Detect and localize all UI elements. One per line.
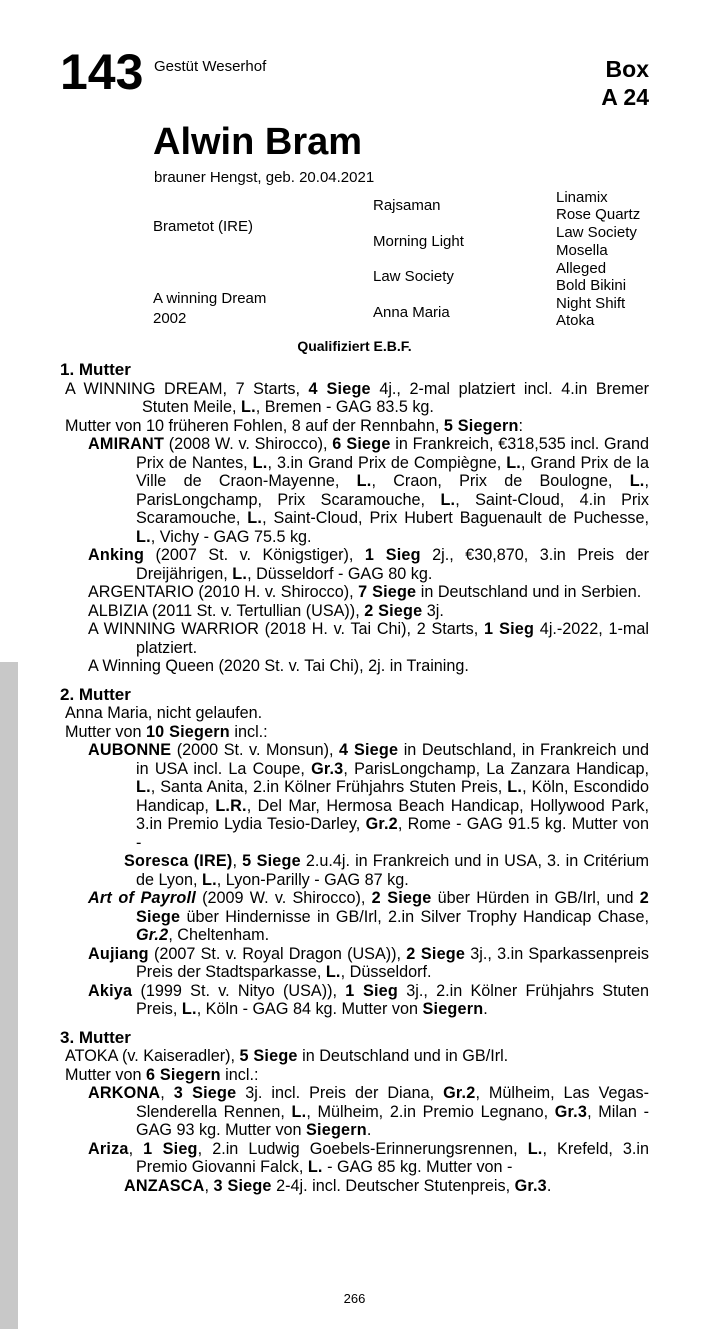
- record-line: [60, 620, 649, 657]
- record-emphasis: L.: [291, 1102, 307, 1121]
- record-text: .: [546, 1176, 552, 1195]
- record-line: [60, 583, 649, 602]
- record-emphasis: L.: [356, 472, 372, 490]
- section-title: 1. Mutter: [60, 360, 131, 379]
- record-text: , Grand Prix de la Ville de Craon-Mayenne,: [136, 453, 649, 490]
- record-emphasis: L.: [240, 398, 256, 416]
- record-text: , Köln, Escondido Handicap,: [136, 778, 650, 815]
- dam-section-1: [60, 361, 649, 676]
- record-text: ARGENTARIO (2010 H. v. Shirocco),: [88, 583, 359, 601]
- record-emphasis: L.: [202, 870, 217, 889]
- record-text: Mutter von: [65, 1065, 146, 1084]
- record-text: 4j., 2-mal platziert incl. 4.in Bremer Stuten Meile,: [142, 379, 649, 416]
- record-text: (2007 St. v. Royal Dragon (USA)),: [148, 944, 407, 963]
- record-text: ,: [160, 1084, 174, 1102]
- box-label: Box: [605, 56, 649, 82]
- record-emphasis: 1 Sieg: [364, 546, 421, 564]
- record-emphasis: 5 Siege: [242, 852, 301, 870]
- record-text: (2000 St. v. Monsun),: [171, 741, 340, 759]
- record-emphasis: L.: [247, 509, 263, 527]
- breeder-name: Gestüt Weserhof: [154, 58, 267, 75]
- record-emphasis: Gr.2: [443, 1084, 476, 1102]
- record-text: incl.:: [220, 1065, 259, 1084]
- record-line: [60, 602, 649, 621]
- record-line: [60, 435, 649, 546]
- pedigree-g4: Mosella: [556, 242, 608, 259]
- record-text: 2j., €30,870, 3.in Preis der Dreijährigen,: [136, 546, 650, 583]
- dam-section-3: [60, 1029, 649, 1196]
- record-text: ATOKA (v. Kaiseradler),: [65, 1047, 240, 1065]
- record-emphasis: L.: [136, 778, 151, 796]
- record-line: [60, 1084, 649, 1140]
- record-text: , Milan - GAG 93 kg. Mutter von: [136, 1102, 649, 1139]
- record-emphasis: 1 Sieg: [143, 1139, 198, 1158]
- record-text: , Cheltenham.: [168, 926, 270, 944]
- record-text: , Vichy - GAG 75.5 kg.: [150, 527, 312, 546]
- record-emphasis: Art of Payroll: [88, 889, 196, 907]
- record-emphasis: 4 Siege: [339, 741, 399, 759]
- record-line: [60, 704, 649, 723]
- record-text: Anna Maria, nicht gelaufen.: [65, 704, 263, 722]
- record-emphasis: 4 Siege: [308, 379, 371, 398]
- pedigree-g1: Linamix: [556, 189, 608, 206]
- box-location: [601, 55, 649, 111]
- record-emphasis: L.R.: [215, 796, 247, 815]
- record-text: 3j.: [422, 601, 444, 620]
- record-text: Mutter von 10 früheren Fohlen, 8 auf der Rennbahn,: [65, 416, 444, 435]
- record-emphasis: L.: [527, 1139, 543, 1158]
- record-text: A WINNING WARRIOR (2018 H. v. Tai Chi), 2 Starts,: [88, 620, 484, 638]
- record-emphasis: ANZASCA: [124, 1176, 205, 1195]
- record-text: , Bremen - GAG 83.5 kg.: [255, 398, 434, 416]
- horse-name: Alwin Bram: [153, 121, 363, 163]
- record-emphasis: 1 Sieg: [483, 620, 535, 638]
- record-text: , Mülheim, 2.in Premio Legnano,: [306, 1102, 555, 1121]
- record-emphasis: Akiya: [88, 981, 133, 1000]
- pedigree-dam-sire: Law Society: [373, 268, 454, 285]
- qualification-note: Qualifiziert E.B.F.: [297, 338, 412, 354]
- record-text: (2009 W. v. Shirocco),: [195, 889, 372, 907]
- record-emphasis: 2 Siege: [371, 889, 432, 907]
- record-emphasis: 2 Siege: [406, 944, 466, 963]
- record-text: 4j.-2022, 1-mal platziert.: [136, 620, 650, 657]
- record-text: in Frankreich, €318,535 incl. Grand Prix de Nantes,: [136, 435, 650, 472]
- record-text: :: [518, 416, 524, 435]
- record-text: in Deutschland und in GB/Irl.: [297, 1047, 509, 1065]
- record-text: (2007 St. v. Königstiger),: [144, 546, 365, 564]
- pedigree-sire-sire: Rajsaman: [373, 197, 441, 214]
- record-text: incl.:: [229, 722, 268, 741]
- record-emphasis: Siegern: [422, 1000, 484, 1018]
- record-emphasis: L.: [136, 527, 151, 546]
- record-emphasis: Gr.3: [554, 1102, 588, 1121]
- record-text: , 3.in Grand Prix de Compiègne,: [267, 453, 507, 472]
- pedigree-sire: Brametot (IRE): [153, 218, 254, 235]
- record-text: , Rome - GAG 91.5 kg. Mutter von -: [136, 815, 650, 852]
- record-text: Mutter von: [65, 722, 146, 741]
- pedigree-g7: Night Shift: [556, 295, 626, 312]
- record-text: , Lyon-Parilly - GAG 87 kg.: [216, 870, 409, 889]
- record-line: [60, 546, 649, 583]
- pedigree-dam-name: A winning Dream: [153, 290, 267, 307]
- record-emphasis: AUBONNE: [88, 741, 172, 759]
- side-strip: [0, 662, 18, 1329]
- record-text: 3j. incl. Preis der Diana,: [236, 1084, 444, 1102]
- record-emphasis: Aujiang: [88, 944, 149, 963]
- box-number: A 24: [601, 84, 649, 110]
- record-line: [60, 741, 649, 852]
- record-text: A WINNING DREAM, 7 Starts,: [65, 379, 309, 398]
- record-text: , Santa Anita, 2.in Kölner Frühjahrs Stuten Preis,: [150, 778, 508, 796]
- record-text: , ParisLongchamp, La Zanzara Handicap,: [343, 759, 649, 778]
- record-emphasis: Ariza: [88, 1139, 129, 1158]
- pedigree-g6: Bold Bikini: [556, 277, 627, 294]
- pedigree-g3: Law Society: [556, 224, 637, 241]
- record-line: [60, 889, 649, 945]
- record-line: [60, 852, 649, 889]
- record-text: über Hürden in GB/Irl, und: [431, 889, 640, 907]
- pedigree-dam: [153, 290, 266, 327]
- record-text: .: [483, 1000, 488, 1018]
- record-emphasis: Gr.3: [311, 759, 344, 778]
- section-title: 2. Mutter: [60, 684, 131, 704]
- record-emphasis: L.: [440, 490, 456, 509]
- record-text: über Hindernisse in GB/Irl, 2.in Silver Trophy Handicap Chase,: [180, 907, 649, 926]
- record-emphasis: L.: [506, 453, 522, 472]
- record-emphasis: 7 Siege: [358, 583, 417, 601]
- record-emphasis: AMIRANT: [88, 435, 165, 453]
- record-emphasis: L.: [181, 1000, 197, 1018]
- record-text: .: [366, 1121, 372, 1139]
- record-text: , ParisLongchamp, Prix Scaramouche,: [136, 472, 649, 509]
- pedigree-dam-year: 2002: [153, 310, 187, 327]
- record-text: 3j., 3.in Sparkassenpreis Preis der Stadtsparkasse,: [136, 944, 649, 981]
- pedigree-dam-dam: Anna Maria: [373, 304, 450, 321]
- record-emphasis: Gr.3: [514, 1176, 547, 1195]
- record-emphasis: L.: [307, 1158, 323, 1176]
- pedigree-g2: Rose Quartz: [556, 206, 641, 223]
- record-emphasis: ARKONA: [88, 1084, 161, 1102]
- record-text: , Düsseldorf - GAG 80 kg.: [247, 564, 433, 583]
- record-emphasis: Soresca (IRE): [124, 852, 233, 870]
- record-emphasis: L.: [507, 778, 523, 796]
- record-line: [60, 1177, 649, 1196]
- record-text: - GAG 85 kg. Mutter von -: [322, 1158, 513, 1176]
- record-emphasis: L.: [629, 472, 645, 490]
- record-text: ,: [204, 1176, 214, 1195]
- record-text: , Saint-Cloud, 4.in Prix Scaramouche,: [136, 490, 649, 527]
- record-text: (2008 W. v. Shirocco),: [164, 435, 333, 453]
- record-text: , Mülheim, Las Vegas-Slenderella Rennen,: [136, 1084, 650, 1121]
- record-emphasis: 2 Siege: [364, 601, 423, 620]
- record-line: [60, 657, 649, 676]
- record-text: 2-4j. incl. Deutscher Stutenpreis,: [271, 1176, 515, 1195]
- record-text: ALBIZIA (2011 St. v. Tertullian (USA)),: [88, 601, 365, 620]
- record-text: , Del Mar, Hermosa Beach Handicap, Hollywood Park, 3.in Premio Lydia Tesio-Darley,: [136, 796, 650, 833]
- family-record: [60, 361, 649, 1195]
- record-text: , Köln - GAG 84 kg. Mutter von: [196, 1000, 423, 1018]
- record-text: ,: [128, 1139, 144, 1158]
- horse-description: brauner Hengst, geb. 20.04.2021: [154, 169, 375, 186]
- record-emphasis: 2 Siege: [136, 889, 649, 926]
- record-emphasis: Anking: [88, 546, 145, 564]
- record-emphasis: Gr.2: [365, 815, 398, 833]
- record-line: [60, 982, 649, 1019]
- page-number: 266: [343, 1291, 366, 1306]
- dam-section-2: [60, 686, 649, 1019]
- record-text: 2.u.4j. in Frankreich und in USA, 3. in Critérium de Lyon,: [136, 852, 650, 889]
- record-line: [60, 723, 649, 742]
- record-emphasis: 5 Siege: [239, 1047, 298, 1065]
- record-emphasis: L.: [325, 963, 341, 981]
- record-emphasis: 1 Sieg: [345, 981, 398, 1000]
- pedigree-third-generation: [556, 189, 640, 329]
- record-text: , Saint-Cloud, Prix Hubert Baguenault de Puchesse,: [262, 509, 650, 527]
- record-emphasis: 3 Siege: [173, 1084, 237, 1102]
- lot-number: 143: [60, 44, 144, 100]
- record-text: A Winning Queen (2020 St. v. Tai Chi), 2j. in Training.: [88, 657, 469, 675]
- record-text: ,: [232, 852, 243, 870]
- record-emphasis: L.: [232, 564, 248, 583]
- record-text: , Düsseldorf.: [340, 963, 432, 981]
- pedigree-g5: Alleged: [556, 260, 607, 277]
- record-emphasis: L.: [252, 453, 268, 472]
- record-line: [60, 380, 649, 417]
- record-text: 3j., 2.in Kölner Frühjahrs Stuten Preis,: [136, 981, 649, 1018]
- record-emphasis: 3 Siege: [213, 1176, 272, 1195]
- record-emphasis: 10 Siegern: [145, 722, 230, 741]
- record-emphasis: Siegern: [306, 1121, 367, 1139]
- record-text: (1999 St. v. Nityo (USA)),: [132, 981, 346, 1000]
- pedigree-g8: Atoka: [556, 312, 595, 329]
- record-line: [60, 945, 649, 982]
- record-emphasis: 6 Siegern: [145, 1065, 221, 1084]
- record-text: , Craon, Prix de Boulogne,: [371, 472, 630, 490]
- pedigree-sire-dam: Morning Light: [373, 233, 464, 250]
- record-text: in Deutschland, in Frankreich und in USA incl. La Coupe,: [136, 741, 650, 778]
- record-text: , Krefeld, 3.in Premio Giovanni Falck,: [136, 1139, 650, 1176]
- record-line: [60, 1140, 649, 1177]
- record-emphasis: 5 Siegern: [443, 416, 519, 435]
- record-text: , 2.in Ludwig Goebels-Erinnerungsrennen,: [197, 1139, 528, 1158]
- section-title: 3. Mutter: [60, 1027, 131, 1047]
- record-line: [60, 1066, 649, 1085]
- record-emphasis: 6 Siege: [332, 435, 391, 453]
- record-line: [60, 417, 649, 436]
- record-text: in Deutschland und in Serbien.: [416, 583, 642, 601]
- record-emphasis: Gr.2: [136, 926, 169, 944]
- record-line: [60, 1047, 649, 1066]
